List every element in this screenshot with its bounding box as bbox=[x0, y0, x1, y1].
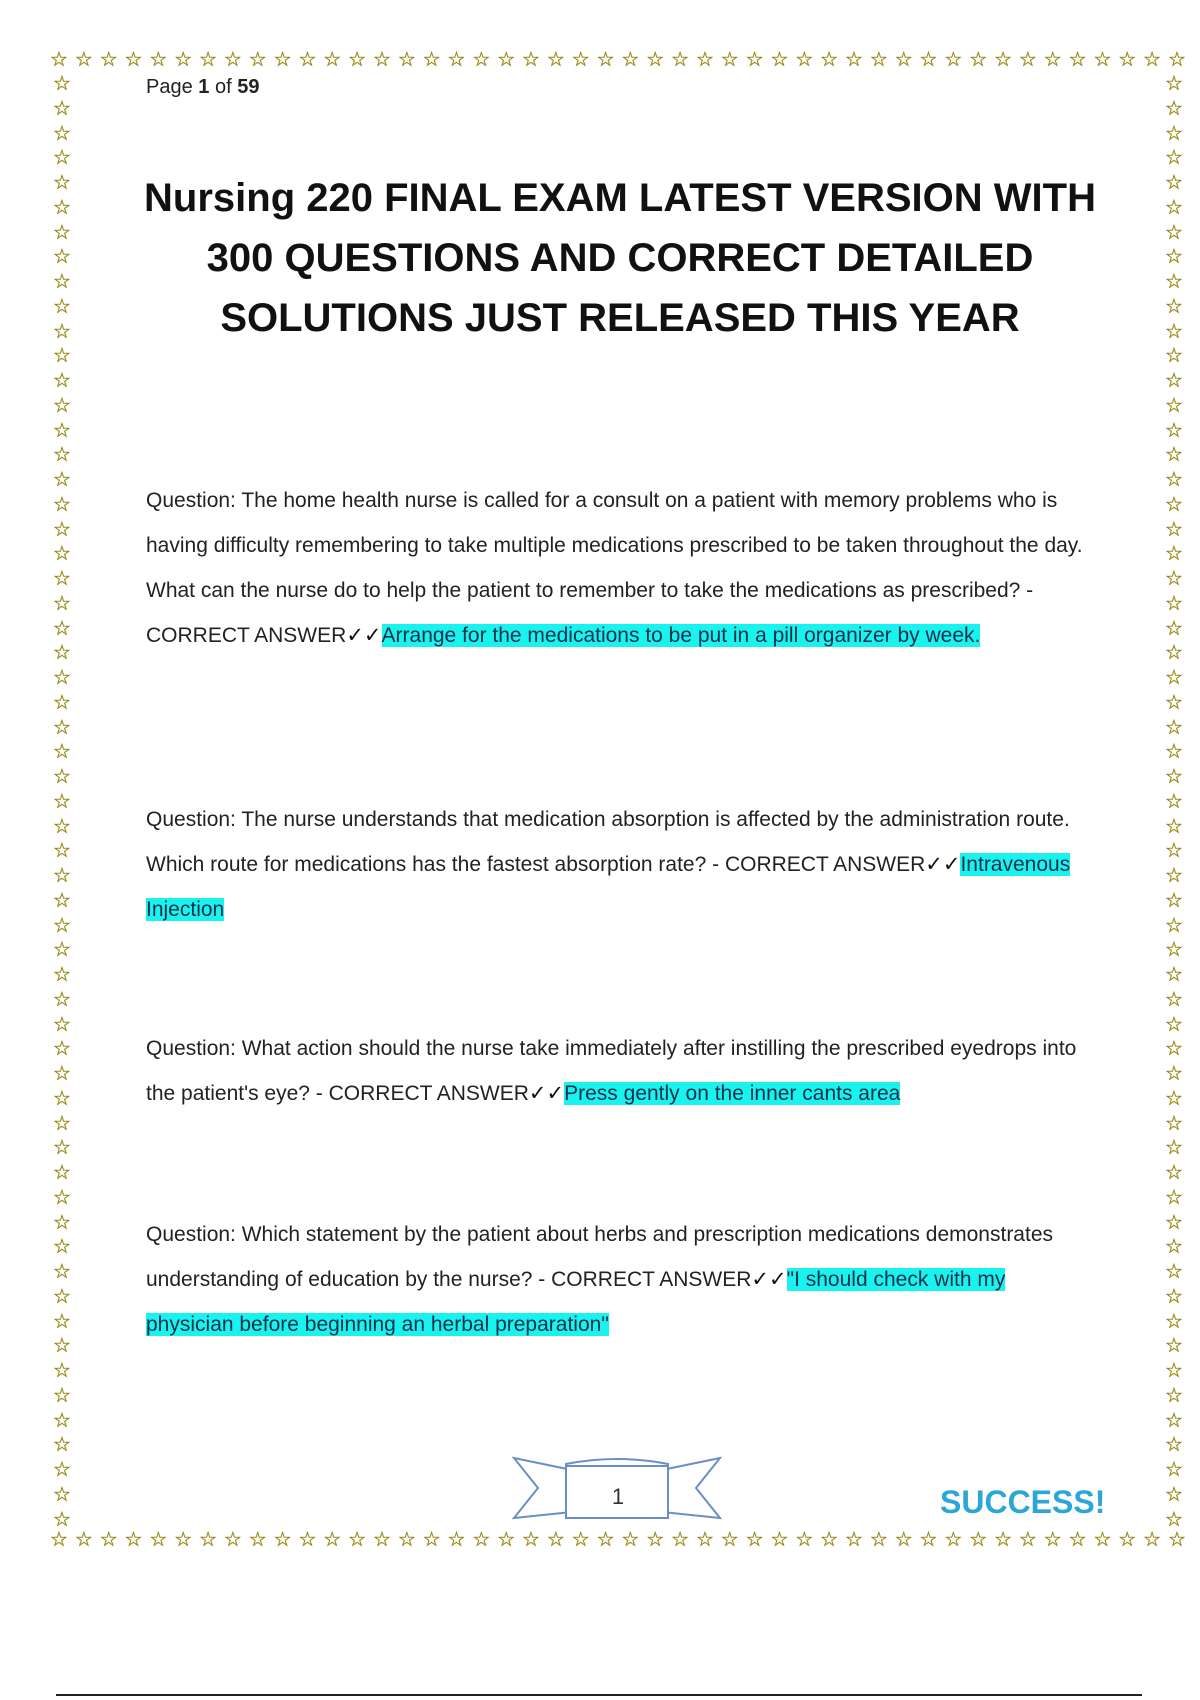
star-icon: ☆ bbox=[820, 1530, 839, 1551]
star-icon: ☆ bbox=[74, 50, 93, 71]
star-icon: ☆ bbox=[53, 790, 71, 813]
star-border-bottom bbox=[50, 1530, 1186, 1554]
star-icon: ☆ bbox=[53, 74, 71, 95]
star-icon: ☆ bbox=[1165, 1459, 1183, 1481]
star-icon: ☆ bbox=[1165, 617, 1183, 640]
star-icon: ☆ bbox=[1118, 1530, 1137, 1551]
star-icon: ☆ bbox=[248, 50, 267, 71]
star-icon: ☆ bbox=[1165, 74, 1183, 95]
page-of: of bbox=[214, 76, 232, 98]
star-icon: ☆ bbox=[53, 1508, 71, 1530]
star-icon: ☆ bbox=[273, 1530, 292, 1551]
star-icon: ☆ bbox=[1143, 1530, 1162, 1551]
star-icon: ☆ bbox=[174, 50, 193, 71]
star-icon: ☆ bbox=[372, 1530, 391, 1551]
star-icon: ☆ bbox=[1165, 642, 1183, 665]
star-icon: ☆ bbox=[53, 246, 71, 269]
star-icon: ☆ bbox=[53, 592, 71, 615]
star-icon: ☆ bbox=[1165, 790, 1183, 813]
star-icon: ☆ bbox=[1165, 716, 1183, 739]
star-icon: ☆ bbox=[53, 617, 71, 640]
star-icon: ☆ bbox=[53, 469, 71, 491]
star-icon: ☆ bbox=[53, 716, 71, 739]
star-icon: ☆ bbox=[1165, 741, 1183, 764]
answer-highlight: "I should check with my physician before beginning an herbal preparation" bbox=[146, 1268, 1006, 1336]
star-icon: ☆ bbox=[323, 1530, 342, 1551]
star-icon: ☆ bbox=[50, 1530, 68, 1551]
question-text: Question: What action should the nurse take immediately after instilling the prescribed eyedrops into the patient's eye? - CORRECT ANSWER bbox=[146, 1037, 1077, 1105]
star-icon: ☆ bbox=[53, 568, 71, 590]
star-icon: ☆ bbox=[1093, 50, 1112, 71]
document-title: Nursing 220 FINAL EXAM LATEST VERSION WITH 300 QUESTIONS AND CORRECT DETAILED SOLUTIONS JUST RELEASED THIS YEAR bbox=[144, 176, 1096, 340]
star-icon: ☆ bbox=[720, 1530, 739, 1551]
star-icon: ☆ bbox=[820, 50, 839, 71]
star-icon: ☆ bbox=[1165, 988, 1183, 1011]
star-icon: ☆ bbox=[53, 1211, 71, 1234]
star-border-top bbox=[50, 50, 1186, 74]
star-icon: ☆ bbox=[298, 50, 317, 71]
star-icon: ☆ bbox=[1165, 221, 1183, 244]
star-icon: ☆ bbox=[53, 889, 71, 912]
star-icon: ☆ bbox=[994, 50, 1012, 71]
star-icon: ☆ bbox=[1165, 1211, 1183, 1234]
star-icon: ☆ bbox=[53, 1087, 71, 1110]
star-icon: ☆ bbox=[1165, 493, 1183, 516]
star-icon: ☆ bbox=[671, 50, 690, 71]
star-icon: ☆ bbox=[1167, 50, 1186, 71]
star-icon: ☆ bbox=[53, 988, 71, 1011]
star-icon: ☆ bbox=[248, 1530, 267, 1551]
star-icon: ☆ bbox=[1165, 1087, 1183, 1110]
star-icon: ☆ bbox=[571, 50, 590, 71]
star-icon: ☆ bbox=[845, 50, 863, 71]
star-icon: ☆ bbox=[795, 50, 814, 71]
footer-divider bbox=[56, 1694, 1142, 1696]
star-icon: ☆ bbox=[53, 667, 71, 689]
star-icon: ☆ bbox=[53, 840, 71, 863]
star-icon: ☆ bbox=[1043, 1530, 1062, 1551]
star-icon: ☆ bbox=[53, 122, 71, 145]
star-border-left bbox=[50, 74, 74, 1530]
footer-page-number: 1 bbox=[611, 1484, 625, 1509]
star-icon: ☆ bbox=[53, 271, 71, 293]
star-icon: ☆ bbox=[1165, 1162, 1183, 1184]
star-icon: ☆ bbox=[795, 1530, 814, 1551]
star-icon: ☆ bbox=[571, 1530, 590, 1551]
star-icon: ☆ bbox=[53, 815, 71, 838]
star-icon: ☆ bbox=[869, 50, 888, 71]
star-icon: ☆ bbox=[1165, 840, 1183, 863]
star-icon: ☆ bbox=[944, 50, 963, 71]
star-icon: ☆ bbox=[53, 1434, 71, 1457]
star-icon: ☆ bbox=[53, 1360, 71, 1382]
answer-highlight: Arrange for the medications to be put in a pill organizer by week. bbox=[381, 624, 981, 647]
star-icon: ☆ bbox=[1068, 1530, 1087, 1551]
star-icon: ☆ bbox=[1165, 1310, 1183, 1333]
star-icon: ☆ bbox=[646, 50, 665, 71]
star-icon: ☆ bbox=[53, 97, 71, 120]
star-icon: ☆ bbox=[497, 1530, 516, 1551]
question-block-2 bbox=[146, 797, 1096, 932]
star-icon: ☆ bbox=[99, 1530, 118, 1551]
star-icon: ☆ bbox=[1165, 914, 1183, 937]
answer-highlight: Intravenous Injection bbox=[146, 853, 1071, 921]
star-icon: ☆ bbox=[53, 1310, 71, 1333]
star-icon: ☆ bbox=[149, 50, 168, 71]
star-icon: ☆ bbox=[1167, 1530, 1186, 1551]
star-icon: ☆ bbox=[1165, 766, 1183, 788]
question-block-4 bbox=[146, 1212, 1096, 1347]
star-icon: ☆ bbox=[53, 419, 71, 442]
star-icon: ☆ bbox=[1165, 419, 1183, 442]
star-icon: ☆ bbox=[53, 1162, 71, 1184]
question-block-1 bbox=[146, 478, 1096, 658]
check-mark-icon: ✓✓ bbox=[751, 1268, 787, 1291]
star-icon: ☆ bbox=[447, 50, 466, 71]
star-icon: ☆ bbox=[1165, 444, 1183, 467]
question-text: Question: The home health nurse is called for a consult on a patient with memory problems who is having difficulty remembering to take multiple medications prescribed to be taken throughout the day. What can the nurse do to help the patient to remember to take the medications as prescribed? - CORRECT ANSWER bbox=[146, 489, 1083, 647]
star-icon: ☆ bbox=[894, 50, 913, 71]
star-icon: ☆ bbox=[1165, 370, 1183, 392]
star-icon: ☆ bbox=[1165, 147, 1183, 170]
star-icon: ☆ bbox=[1068, 50, 1087, 71]
star-icon: ☆ bbox=[50, 50, 68, 71]
star-icon: ☆ bbox=[1165, 1409, 1183, 1432]
star-icon: ☆ bbox=[53, 1186, 71, 1209]
star-icon: ☆ bbox=[869, 1530, 888, 1551]
star-icon: ☆ bbox=[53, 1335, 71, 1358]
star-icon: ☆ bbox=[1165, 1186, 1183, 1209]
star-icon: ☆ bbox=[53, 964, 71, 986]
star-icon: ☆ bbox=[53, 1236, 71, 1259]
star-icon: ☆ bbox=[348, 50, 367, 71]
star-icon: ☆ bbox=[472, 1530, 491, 1551]
star-icon: ☆ bbox=[53, 1483, 71, 1506]
star-icon: ☆ bbox=[1165, 592, 1183, 615]
star-icon: ☆ bbox=[1165, 1335, 1183, 1358]
star-icon: ☆ bbox=[1165, 196, 1183, 219]
star-icon: ☆ bbox=[1018, 50, 1037, 71]
star-icon: ☆ bbox=[53, 1063, 71, 1085]
star-icon: ☆ bbox=[1165, 469, 1183, 491]
star-icon: ☆ bbox=[1165, 1285, 1183, 1308]
star-icon: ☆ bbox=[969, 50, 988, 71]
star-icon: ☆ bbox=[497, 50, 516, 71]
star-icon: ☆ bbox=[944, 1530, 963, 1551]
star-icon: ☆ bbox=[53, 914, 71, 937]
star-icon: ☆ bbox=[53, 221, 71, 244]
check-mark-icon: ✓✓ bbox=[528, 1082, 565, 1105]
star-icon: ☆ bbox=[273, 50, 292, 71]
star-icon: ☆ bbox=[1165, 1063, 1183, 1085]
star-icon: ☆ bbox=[99, 50, 118, 71]
star-icon: ☆ bbox=[1165, 667, 1183, 689]
page-current: 1 bbox=[198, 76, 210, 98]
star-icon: ☆ bbox=[919, 1530, 938, 1551]
star-icon: ☆ bbox=[1018, 1530, 1037, 1551]
star-icon: ☆ bbox=[1165, 1137, 1183, 1160]
star-icon: ☆ bbox=[1165, 691, 1183, 714]
question-text: Question: Which statement by the patient about herbs and prescription medications demonstrates understanding of education by the nurse? - CORRECT ANSWER bbox=[146, 1223, 1053, 1291]
star-icon: ☆ bbox=[1165, 568, 1183, 590]
star-icon: ☆ bbox=[1165, 518, 1183, 541]
star-icon: ☆ bbox=[53, 766, 71, 788]
star-icon: ☆ bbox=[53, 196, 71, 219]
star-icon: ☆ bbox=[53, 1384, 71, 1407]
star-icon: ☆ bbox=[422, 1530, 441, 1551]
star-icon: ☆ bbox=[1165, 1483, 1183, 1506]
star-icon: ☆ bbox=[53, 320, 71, 343]
star-icon: ☆ bbox=[1165, 295, 1183, 318]
star-icon: ☆ bbox=[124, 50, 143, 71]
star-icon: ☆ bbox=[1165, 97, 1183, 120]
star-icon: ☆ bbox=[53, 1459, 71, 1481]
success-tagline: SUCCESS! bbox=[940, 1484, 1106, 1520]
star-icon: ☆ bbox=[845, 1530, 863, 1551]
star-icon: ☆ bbox=[894, 1530, 913, 1551]
star-icon: ☆ bbox=[323, 50, 342, 71]
star-icon: ☆ bbox=[53, 1013, 71, 1036]
star-icon: ☆ bbox=[53, 1261, 71, 1283]
star-icon: ☆ bbox=[447, 1530, 466, 1551]
page-total: 59 bbox=[237, 76, 260, 98]
star-icon: ☆ bbox=[1165, 964, 1183, 986]
star-icon: ☆ bbox=[695, 50, 714, 71]
star-icon: ☆ bbox=[199, 1530, 217, 1551]
star-icon: ☆ bbox=[199, 50, 217, 71]
star-icon: ☆ bbox=[546, 1530, 565, 1551]
star-icon: ☆ bbox=[1165, 122, 1183, 145]
star-icon: ☆ bbox=[1165, 865, 1183, 887]
star-icon: ☆ bbox=[53, 147, 71, 170]
star-icon: ☆ bbox=[53, 543, 71, 566]
star-icon: ☆ bbox=[74, 1530, 93, 1551]
star-icon: ☆ bbox=[53, 493, 71, 516]
star-icon: ☆ bbox=[53, 1137, 71, 1160]
star-icon: ☆ bbox=[919, 50, 938, 71]
star-icon: ☆ bbox=[1165, 1434, 1183, 1457]
star-icon: ☆ bbox=[298, 1530, 317, 1551]
star-icon: ☆ bbox=[522, 1530, 540, 1551]
star-icon: ☆ bbox=[372, 50, 391, 71]
star-icon: ☆ bbox=[1165, 320, 1183, 343]
star-icon: ☆ bbox=[223, 1530, 242, 1551]
star-icon: ☆ bbox=[1165, 246, 1183, 269]
check-mark-icon: ✓✓ bbox=[925, 853, 961, 876]
page-prefix: Page bbox=[146, 76, 193, 98]
star-icon: ☆ bbox=[1165, 1038, 1183, 1061]
star-icon: ☆ bbox=[522, 50, 540, 71]
star-icon: ☆ bbox=[1165, 1508, 1183, 1530]
question-block-3 bbox=[146, 1026, 1096, 1116]
star-icon: ☆ bbox=[1143, 50, 1162, 71]
star-icon: ☆ bbox=[149, 1530, 168, 1551]
star-icon: ☆ bbox=[1165, 1261, 1183, 1283]
star-icon: ☆ bbox=[397, 1530, 416, 1551]
star-icon: ☆ bbox=[223, 50, 242, 71]
star-icon: ☆ bbox=[1043, 50, 1062, 71]
star-icon: ☆ bbox=[53, 1409, 71, 1432]
star-icon: ☆ bbox=[1165, 1236, 1183, 1259]
star-icon: ☆ bbox=[53, 741, 71, 764]
star-icon: ☆ bbox=[53, 642, 71, 665]
star-icon: ☆ bbox=[53, 394, 71, 417]
star-icon: ☆ bbox=[1165, 345, 1183, 368]
star-icon: ☆ bbox=[397, 50, 416, 71]
star-icon: ☆ bbox=[1165, 394, 1183, 417]
star-icon: ☆ bbox=[596, 1530, 615, 1551]
star-icon: ☆ bbox=[770, 1530, 789, 1551]
star-icon: ☆ bbox=[1165, 1112, 1183, 1135]
star-icon: ☆ bbox=[1165, 939, 1183, 962]
star-icon: ☆ bbox=[695, 1530, 714, 1551]
star-icon: ☆ bbox=[53, 865, 71, 887]
check-mark-icon: ✓✓ bbox=[346, 624, 382, 647]
star-icon: ☆ bbox=[174, 1530, 193, 1551]
star-icon: ☆ bbox=[621, 50, 640, 71]
star-icon: ☆ bbox=[1093, 1530, 1112, 1551]
star-icon: ☆ bbox=[348, 1530, 367, 1551]
star-icon: ☆ bbox=[1165, 543, 1183, 566]
star-icon: ☆ bbox=[1165, 1384, 1183, 1407]
star-icon: ☆ bbox=[671, 1530, 690, 1551]
question-text: Question: The nurse understands that medication absorption is affected by the administration route. Which route for medications has the fastest absorption rate? - CORRECT ANSWER bbox=[146, 808, 1070, 876]
page-indicator bbox=[146, 76, 259, 99]
star-icon: ☆ bbox=[720, 50, 739, 71]
star-icon: ☆ bbox=[53, 939, 71, 962]
star-icon: ☆ bbox=[770, 50, 789, 71]
star-icon: ☆ bbox=[53, 370, 71, 392]
star-icon: ☆ bbox=[1165, 889, 1183, 912]
star-icon: ☆ bbox=[53, 518, 71, 541]
star-icon: ☆ bbox=[1165, 1360, 1183, 1382]
star-icon: ☆ bbox=[621, 1530, 640, 1551]
star-icon: ☆ bbox=[596, 50, 615, 71]
star-icon: ☆ bbox=[53, 691, 71, 714]
star-icon: ☆ bbox=[745, 50, 764, 71]
star-icon: ☆ bbox=[969, 1530, 988, 1551]
star-icon: ☆ bbox=[53, 1038, 71, 1061]
star-icon: ☆ bbox=[1165, 172, 1183, 194]
star-icon: ☆ bbox=[472, 50, 491, 71]
star-border-right bbox=[1162, 74, 1186, 1530]
star-icon: ☆ bbox=[1165, 815, 1183, 838]
star-icon: ☆ bbox=[53, 444, 71, 467]
star-icon: ☆ bbox=[1118, 50, 1137, 71]
star-icon: ☆ bbox=[422, 50, 441, 71]
star-icon: ☆ bbox=[124, 1530, 143, 1551]
star-icon: ☆ bbox=[53, 172, 71, 194]
answer-highlight: Press gently on the inner cants area bbox=[564, 1082, 901, 1105]
star-icon: ☆ bbox=[53, 295, 71, 318]
star-icon: ☆ bbox=[53, 1285, 71, 1308]
star-icon: ☆ bbox=[546, 50, 565, 71]
star-icon: ☆ bbox=[745, 1530, 764, 1551]
star-icon: ☆ bbox=[53, 1112, 71, 1135]
star-icon: ☆ bbox=[994, 1530, 1012, 1551]
star-icon: ☆ bbox=[1165, 1013, 1183, 1036]
star-icon: ☆ bbox=[646, 1530, 665, 1551]
star-icon: ☆ bbox=[1165, 271, 1183, 293]
star-icon: ☆ bbox=[53, 345, 71, 368]
